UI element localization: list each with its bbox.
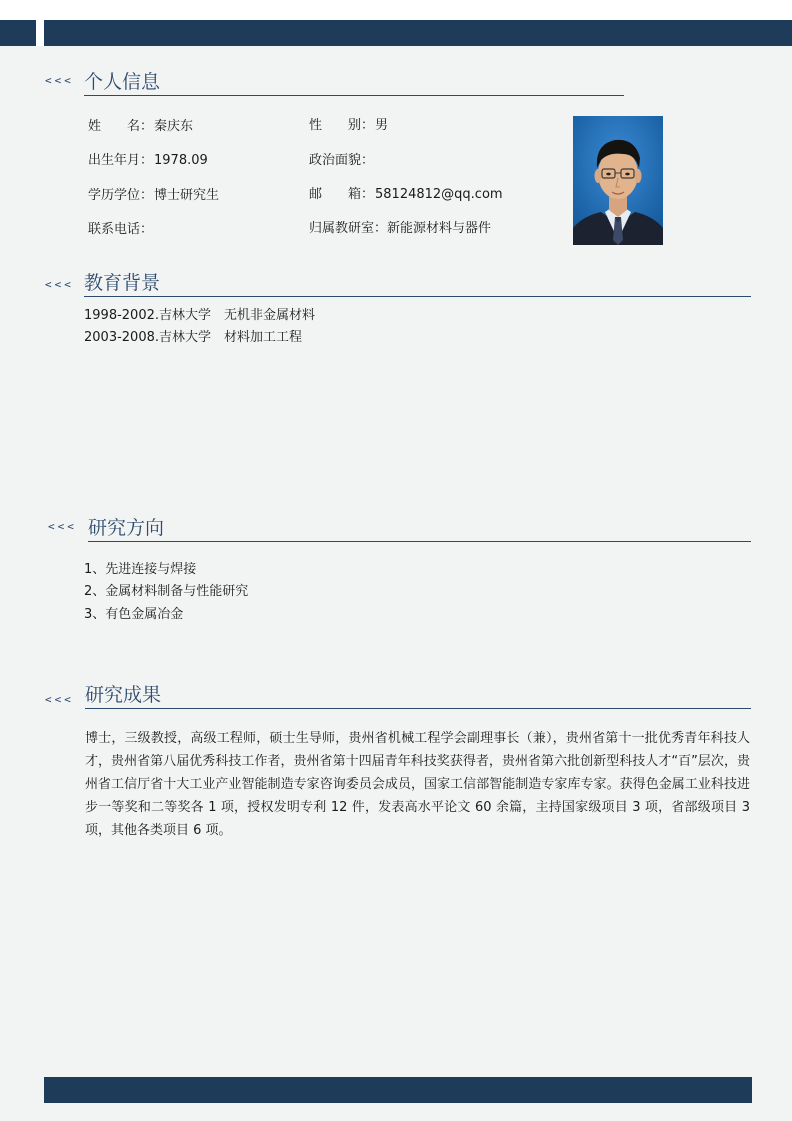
birth-value: 1978.09 <box>154 153 208 168</box>
name-label: 姓 名： <box>88 119 154 134</box>
education-item: 2003-2008.吉林大学 材料加工工程 <box>84 330 302 345</box>
chevron-icon: <<< <box>45 693 74 706</box>
section-header-research <box>88 516 751 542</box>
gender-value: 男 <box>375 118 389 133</box>
achievements-paragraph: 博士，三级教授，高级工程师，硕士生导师，贵州省机械工程学会副理事长（兼），贵州省第十一批优秀青年科技人才，贵州省第八届优秀科技工作者，贵州省第十四届青年科技奖获得者，贵州省第六批创新型科技人才“百”层次，贵州省工信厅省十大工业产业智能制造专家咨询委员会成员，国家工信部智能制造专家库专家。获得色金属工业科技进步一等奖和二等奖各 1 项，授权发明专利 12 件，发表高水平论文 60 余篇，主持国家级项目 3 项，省部级项目 3 项，其他各类项目 6 项。 <box>85 731 750 838</box>
portrait-image <box>573 116 663 245</box>
political-label: 政治面貌： <box>309 153 375 168</box>
header-accent-block <box>0 20 36 46</box>
dept-value: 新能源材料与器件 <box>387 221 492 236</box>
research-item: 3、有色金属冶金 <box>84 607 184 622</box>
chevron-icon: <<< <box>45 278 74 291</box>
header-bar <box>44 20 792 46</box>
chevron-icon: <<< <box>48 520 77 533</box>
research-item: 2、金属材料制备与性能研究 <box>84 584 249 599</box>
section-title-education: 教育背景 <box>84 272 161 294</box>
gender-label: 性 别： <box>309 118 375 133</box>
section-title-personal: 个人信息 <box>84 71 161 93</box>
chevron-icon: <<< <box>45 74 74 87</box>
phone-label: 联系电话： <box>88 222 154 237</box>
section-header-personal <box>84 72 624 96</box>
email-label: 邮 箱： <box>309 187 375 202</box>
birth-label: 出生年月： <box>88 153 154 168</box>
section-title-research: 研究方向 <box>88 517 165 539</box>
dept-label: 归属教研室： <box>309 221 388 236</box>
degree-label: 学历学位： <box>88 188 154 203</box>
footer-bar <box>44 1077 752 1103</box>
section-title-achievements: 研究成果 <box>85 684 162 706</box>
research-item: 1、先进连接与焊接 <box>84 562 197 577</box>
education-item: 1998-2002.吉林大学 无机非金属材料 <box>84 308 315 323</box>
section-header-education <box>84 273 751 297</box>
profile-photo <box>573 116 663 245</box>
section-header-achievements <box>85 683 751 709</box>
degree-value: 博士研究生 <box>154 188 220 203</box>
name-value: 秦庆东 <box>154 119 194 134</box>
email-value[interactable]: 58124812@qq.com <box>375 187 503 202</box>
